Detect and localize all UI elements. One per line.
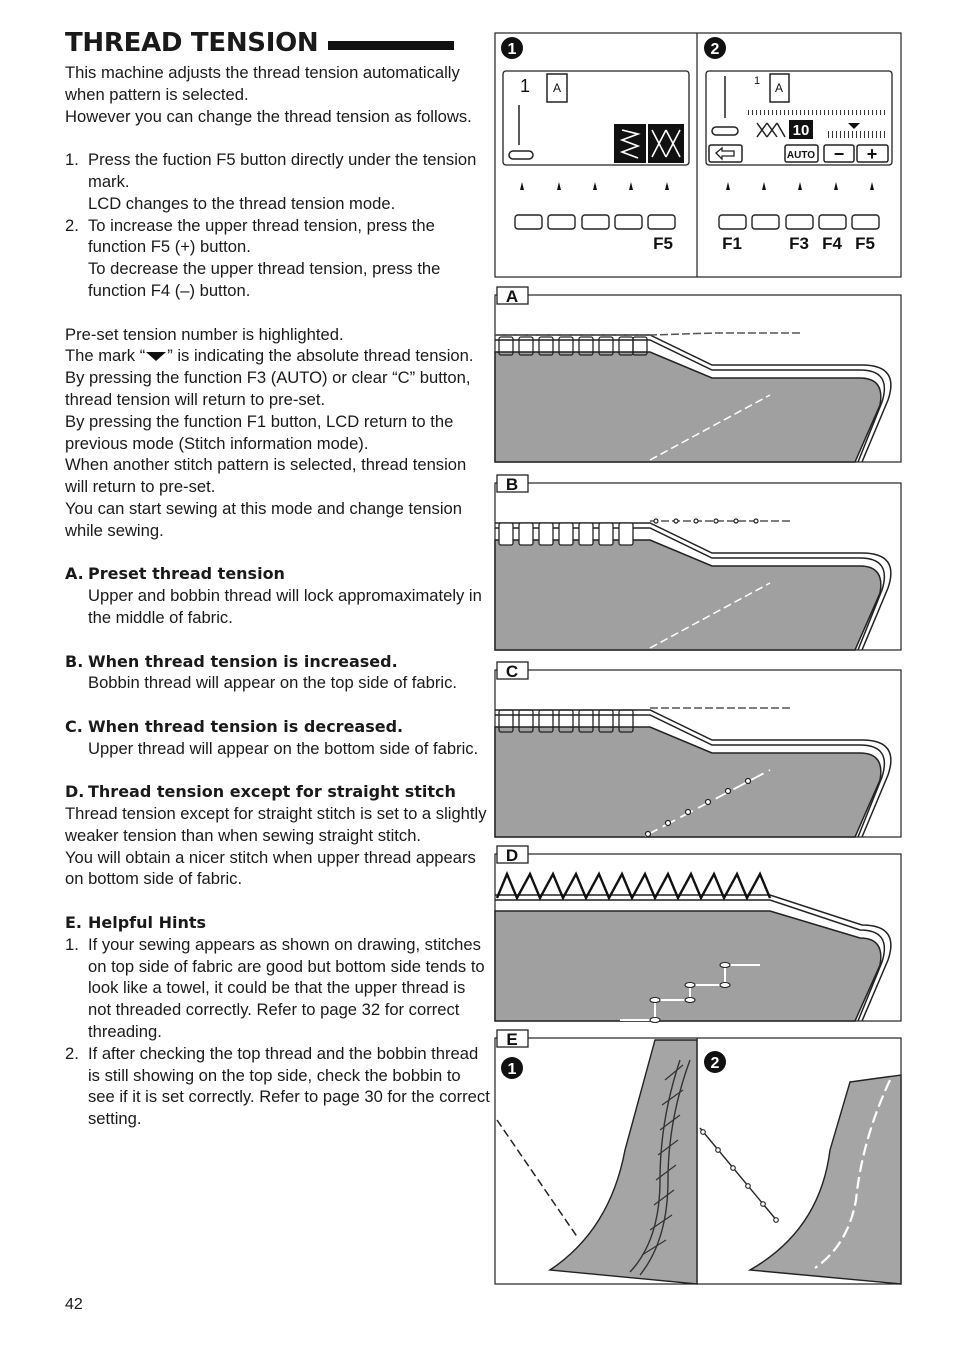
svg-text:1: 1 (520, 76, 531, 96)
page-title: THREAD TENSION (65, 28, 319, 59)
label-b: B (505, 475, 519, 494)
fabric-diagram-d (495, 846, 901, 1023)
svg-text:A: A (774, 81, 784, 95)
e-badge-1: 1 (507, 1061, 517, 1078)
fabric-diagram-b (495, 475, 901, 650)
section-a-heading: A. Preset thread tension (65, 564, 285, 584)
section-b-body: Bobbin thread will appear on the top side of fabric. (88, 673, 457, 693)
intro-line-2: However you can change the thread tension as follows. (65, 106, 472, 126)
svg-text:A: A (552, 81, 562, 95)
fkey-label-f3: F3 (789, 234, 809, 253)
section-b-heading: B. When thread tension is increased. (65, 651, 398, 671)
note-f1: By pressing the function F1 button, LCD return to the previous mode (Stitch information mode). (65, 411, 454, 453)
fabric-diagram-e (495, 1030, 901, 1284)
hint-2: 2. If after checking the top thread and the bobbin thread is still showing on the top side, check the bobbin to see if it is set correctly. Refer to page 30 for the correct setting. (65, 1043, 490, 1129)
minus-label: − (833, 144, 845, 164)
plus-label: + (866, 144, 878, 164)
intro-line-1: This machine adjusts the thread tension automatically when pattern is selected. (65, 63, 460, 104)
note-other: When another stitch pattern is selected, thread tension will return to pre-set. (65, 455, 467, 497)
label-e: E (506, 1030, 518, 1049)
fkey-label-f5: F5 (653, 234, 673, 253)
auto-label: AUTO (786, 150, 816, 161)
note-mark: The mark “ ” is indicating the absolute thread tension. (65, 346, 474, 366)
hint-1: 1. If your sewing appears as shown on drawing, stitches on top side of fabric are good but bottom side tends to look like a towel, it could be that the upper thread is not threaded correctly. Refer to page 32 for correct threading. (65, 934, 485, 1042)
label-a: A (505, 287, 519, 306)
svg-text:1: 1 (754, 75, 761, 87)
step-1: 1. Press the fuction F5 button directly under the tension mark. LCD changes to the thread tension mode. (65, 150, 477, 213)
section-c-body: Upper thread will appear on the bottom side of fabric. (88, 738, 479, 758)
section-d-body: Thread tension except for straight stitch is set to a slightly weaker tension than when sewing straight stitch. (65, 804, 487, 845)
note-sewing: You can start sewing at this mode and change tension while sewing. (65, 498, 462, 540)
section-e-heading: E. Helpful Hints (65, 913, 207, 933)
section-c-heading: C. When thread tension is decreased. (65, 716, 404, 736)
fabric-diagram-c (495, 662, 901, 837)
svg-text:2: 2 (710, 41, 720, 58)
e-badge-2: 2 (710, 1055, 720, 1072)
tension-value: 10 (792, 122, 810, 139)
lcd-figure (495, 33, 901, 277)
note-auto: By pressing the function F3 (AUTO) or clear “C” button, thread tension will return to pre-set. (65, 368, 471, 409)
page-number: 42 (65, 1296, 83, 1313)
section-a-body: Upper and bobbin thread will lock appromaximately in the middle of fabric. (88, 586, 482, 627)
fabric-diagram-a (495, 287, 901, 462)
section-d-heading: D. Thread tension except for straight stitch (65, 782, 456, 802)
section-d-body-2: You will obtain a nicer stitch when upper thread appears on bottom side of fabric. (65, 847, 476, 889)
step-2: 2. To increase the upper thread tension, press the function F5 (+) button. To decrease the upper thread tension, press the function F4 (–) button. (65, 215, 441, 300)
fkey-label-f5b: F5 (855, 234, 875, 253)
label-c: C (505, 662, 519, 681)
label-d: D (505, 846, 519, 865)
note-preset: Pre-set tension number is highlighted. (65, 324, 344, 344)
fkey-label-f4: F4 (822, 234, 842, 253)
svg-text:1: 1 (507, 41, 517, 58)
fkey-label-f1: F1 (722, 234, 742, 253)
